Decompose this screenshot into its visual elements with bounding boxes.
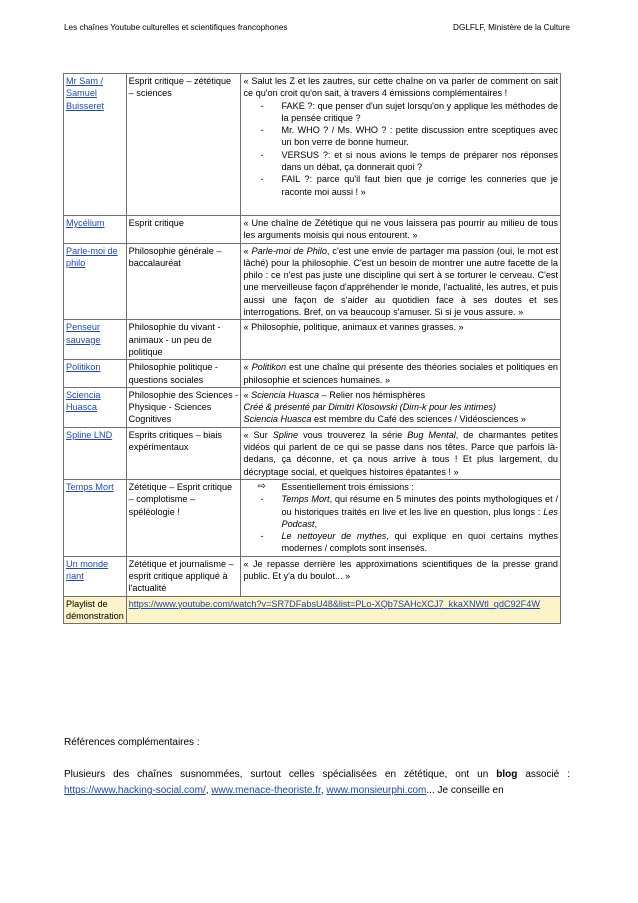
theme-cell: Philosophie du vivant - animaux - un peu de politique xyxy=(126,320,241,360)
blog-link-menace-theoriste[interactable]: www.menace-theoriste.fr xyxy=(211,785,321,796)
channel-link-mr-sam[interactable]: Mr Sam / Samuel Buisseret xyxy=(66,76,105,111)
playlist-link[interactable]: https://www.youtube.com/watch?v=SR7DFabsU48&list=PLo-XQb7SAHcXCJ7_kkaXNWtl_qdC92F4W xyxy=(128,598,540,609)
desc-cell: « Une chaîne de Zététique qui ne vous laissera pas pourrir au milieu de tous les arguments moisis qui nous entourent. » xyxy=(241,216,561,244)
desc-cell: « Parle-moi de Philo, c'est une envie de partager ma passion (oui, le mot est lâché) pour la philosophie. C'est un besoin de montrer une autre facette de la philo : ce n'est pas juste une discipline qui sert à se torturer le cerveau. C'est une merveilleuse façon d'appréhender le monde, l'actualité, les autres, et puis aussi une façon de s'aider au quotidien face à ses doutes et ses interrogations. Bref, on va beaucoup s'amuser. Si si je vous assure. » xyxy=(241,243,561,320)
theme-cell: Philosophie générale – baccalauréat xyxy=(126,243,241,320)
desc-cell: « Sciencia Huasca – Relier nos hémisphères Créé & présenté par Dimitri Klosowski (Dim-k pour les intimes) Sciencia Huasca est membre du Café des sciences / Vidéosciences » xyxy=(241,387,561,427)
desc-cell: « Salut les Z et les zautres, sur cette chaîne on va parler de comment on sait ce qu'on croit qu'on sait, à travers 4 émissions complémentaires ! - FAKE ?: que penser d'un sujet lorsqu'on y applique les méthodes de la pensée critique ? - Mr. WHO ? / Ms. WHO ? : petite discussion entre sceptiques avec un bon verre de bonne humeur. - VERSUS ?: et si nous avions le temps de préparer nos réponses dans un débat, ça donnerait quoi ? - FAIL ?: parce qu'il faut bien que je corrige les conneries que je raconte moi aussi ! » xyxy=(241,74,561,216)
theme-cell: Zététique – Esprit critique – complotisme – spéléologie ! xyxy=(126,479,241,556)
desc-cell: « Sur Spline vous trouverez la série Bug Mental, de charmantes petites vidéos qui parlent de ce qui se passe dans nos têtes. Parce que parfois là-dedans, ça déconne, et ça nous arrive à tous ! Et plus largement, du décryptage social, et quelques histoires épatantes ! » xyxy=(241,427,561,479)
table-row xyxy=(64,427,561,479)
theme-cell: Esprit critique xyxy=(126,216,241,244)
refs-paragraph: Plusieurs des chaînes susnommées, surtout celles spécialisées en zététique, ont un blog associé : https://www.hacking-social.com/, www.menace-theoriste.fr, www.monsieurphi.com... Je conseille en xyxy=(64,769,570,796)
channels-table xyxy=(63,73,561,624)
theme-cell: Esprits critiques – biais expérimentaux xyxy=(126,427,241,479)
theme-cell: Philosophie politique - questions sociales xyxy=(126,360,241,388)
header-left: Les chaînes Youtube culturelles et scientifiques francophones xyxy=(64,23,288,32)
table-row xyxy=(64,74,561,216)
desc-cell: « Je repasse derrière les approximations scientifiques de la presse grand public. Et y'a du boulot... » xyxy=(241,556,561,596)
channel-link-mycelium[interactable]: Mycélium xyxy=(66,218,105,228)
desc-cell xyxy=(241,479,561,556)
arrow-icon-item: ⇨ Essentiellement trois émissions : xyxy=(243,481,558,493)
blog-link-hacking-social[interactable]: https://www.hacking-social.com/ xyxy=(64,785,206,796)
list-item: - Temps Mort, qui résume en 5 minutes des points mythologiques et / ou historiques traités en live et les live en question, plus longs : Les Podcast, xyxy=(243,493,558,530)
channel-link-politikon[interactable]: Politikon xyxy=(66,362,101,373)
playlist-label: Playlist de démonstration xyxy=(64,596,127,624)
list-item: - Le nettoyeur de mythes, qui explique en quoi certains mythes modernes / complots sont insensés. xyxy=(243,530,558,555)
table-row xyxy=(64,556,561,596)
blog-link-monsieurphi[interactable]: www.monsieurphi.com xyxy=(326,785,427,796)
refs-title: Références complémentaires : xyxy=(64,737,200,748)
table-row xyxy=(64,387,561,427)
table-row xyxy=(64,360,561,388)
list-item: - VERSUS ?: et si nous avions le temps de préparer nos réponses dans un débat, ça donnerait quoi ? xyxy=(243,149,558,174)
theme-cell: Esprit critique – zététique – sciences xyxy=(126,74,241,216)
table-row xyxy=(64,243,561,320)
list-item: - FAIL ?: parce qu'il faut bien que je corrige les conneries que je raconte moi aussi ! » xyxy=(243,173,558,198)
list-item: - FAKE ?: que penser d'un sujet lorsqu'on y applique les méthodes de la pensée critique ? xyxy=(243,100,558,125)
desc-cell: « Politikon est une chaîne qui présente des théories sociales et politiques en philosophie et sciences humaines. » xyxy=(241,360,561,388)
channel-link-penseur-sauvage[interactable]: Penseur sauvage xyxy=(66,322,101,345)
theme-cell: Zététique et journalisme – esprit critique appliqué à l'actualité xyxy=(126,556,241,596)
table-row xyxy=(64,320,561,360)
channel-link-spline-lnd[interactable]: Spline LND xyxy=(66,429,113,440)
desc-cell: « Philosophie, politique, animaux et vannes grasses. » xyxy=(241,320,561,360)
channel-link-parle-moi-de-philo[interactable]: Parle-moi de philo xyxy=(66,245,118,268)
header-right: DGLFLF, Ministère de la Culture xyxy=(453,23,570,32)
playlist-row xyxy=(64,596,561,624)
list-item: - Mr. WHO ? / Ms. WHO ? : petite discussion entre sceptiques avec un bon verre de bonne humeur. xyxy=(243,124,558,149)
theme-cell: Philosophie des Sciences - Physique - Sciences Cognitives xyxy=(126,387,241,427)
table-row xyxy=(64,216,561,244)
table-row xyxy=(64,479,561,556)
page-header xyxy=(64,23,572,35)
channel-link-sciencia-huasca[interactable]: Sciencia Huasca xyxy=(66,389,101,413)
channel-link-un-monde-riant[interactable]: Un monde riant xyxy=(66,558,109,582)
channel-link-temps-mort[interactable]: Temps Mort xyxy=(66,481,114,492)
